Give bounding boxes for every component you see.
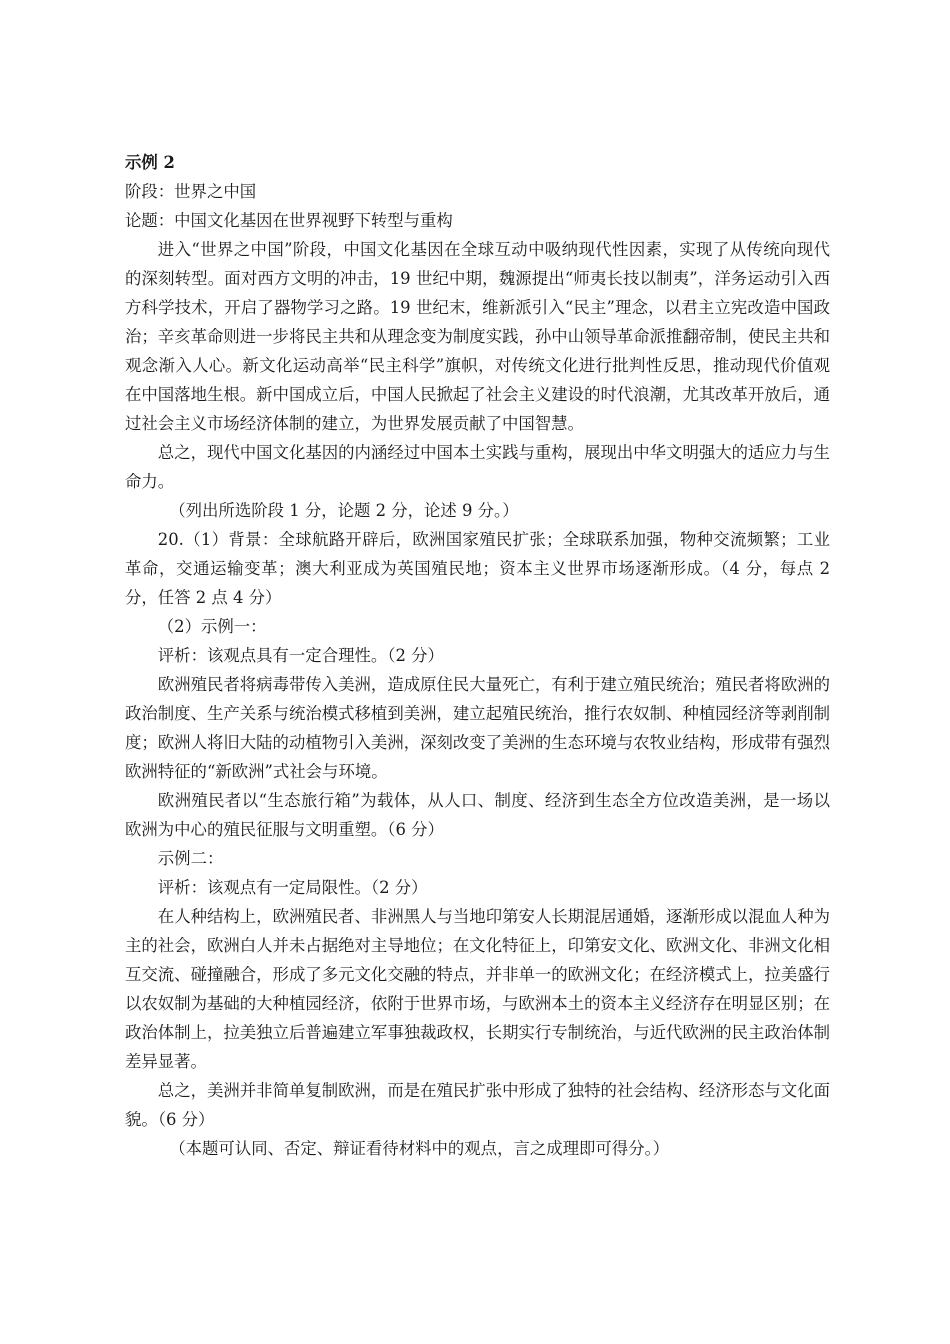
example-conclusion-paragraph: 总之，现代中国文化基因的内涵经过中国本土实践与重构，展现出中华文明强大的适应力与生命力。: [125, 443, 830, 491]
example-body-paragraph: 进入“世界之中国”阶段，中国文化基因在全球互动中吸纳现代性因素，实现了从传统向现代的深刻转型。面对西方文明的冲击，19 世纪中期，魏源提出“师夷长技以制夷”，洋务运动引入西方科学技术，开启了器物学习之路。19 世纪末，维新派引入“民主”理念，以君主立宪改造中国政治；辛亥革命则进一步将民主共和从理念变为制度实践，孙中山领导革命派推翻帝制，使民主共和观念渐入人心。新文化运动高举“民主科学”旗帜，对传统文化进行批判性反思，推动现代价值观在中国落地生根。新中国成立后，中国人民掀起了社会主义建设的时代浪潮，尤其改革开放后，通过社会主义市场经济体制的建立，为世界发展贡献了中国智慧。: [125, 240, 830, 433]
example2-evaluation: 评析：该观点有一定局限性。（2 分）: [157, 878, 428, 897]
grading-note: （本题可认同、否定、辩证看待材料中的观点，言之成理即可得分。）: [169, 1139, 670, 1158]
example2-paragraph-1: 在人种结构上，欧洲殖民者、非洲黑人与当地印第安人长期混居通婚，逐渐形成以混血人种为主的社会，欧洲白人并未占据绝对主导地位；在文化特征上，印第安文化、欧洲文化、非洲文化相互交流、碰撞融合，形成了多元文化交融的特点，并非单一的欧洲文化；在经济模式上，拉美盛行以农奴制为基础的大种植园经济，依附于世界市场，与欧洲本土的资本主义经济存在明显区别；在政治体制上，拉美独立后普遍建立军事独裁政权，长期实行专制统治，与近代欧洲的民主政治体制差异显著。: [125, 907, 830, 1071]
example-heading: 示例 2: [125, 153, 175, 172]
stage-line: 阶段：世界之中国: [125, 182, 257, 201]
example1-paragraph-2: 欧洲殖民者以“生态旅行箱”为载体，从人口、制度、经济到生态全方位改造美洲，是一场以欧洲为中心的殖民征服与文明重塑。（6 分）: [125, 791, 830, 839]
example2-paragraph-2: 总之，美洲并非简单复制欧洲，而是在殖民扩张中形成了独特的社会结构、经济形态与文化面貌。（6 分）: [125, 1081, 830, 1129]
scoring-note: （列出所选阶段 1 分，论题 2 分，论述 9 分。）: [169, 501, 519, 520]
example2-label: 示例二：: [157, 849, 224, 868]
topic-line: 论题：中国文化基因在世界视野下转型与重构: [125, 211, 453, 230]
example1-paragraph-1: 欧洲殖民者将病毒带传入美洲，造成原住民大量死亡，有利于建立殖民统治；殖民者将欧洲的政治制度、生产关系与统治模式移植到美洲，建立起殖民统治，推行农奴制、种植园经济等剥削制度；欧洲人将旧大陆的动植物引入美洲，深刻改变了美洲的生态环境与农牧业结构，形成带有强烈欧洲特征的“新欧洲”式社会与环境。: [125, 675, 830, 781]
example1-evaluation: 评析：该观点具有一定合理性。（2 分）: [157, 646, 444, 665]
question-20-part1: 20.（1）背景：全球航路开辟后，欧洲国家殖民扩张；全球联系加强，物种交流频繁；工业革命，交通运输变革；澳大利亚成为英国殖民地；资本主义世界市场逐渐形成。（4 分，每点 2 分，任答 2 点 4 分）: [125, 530, 830, 607]
document-page: [125, 148, 830, 1163]
question-20-part2-label: （2）示例一：: [157, 617, 267, 636]
